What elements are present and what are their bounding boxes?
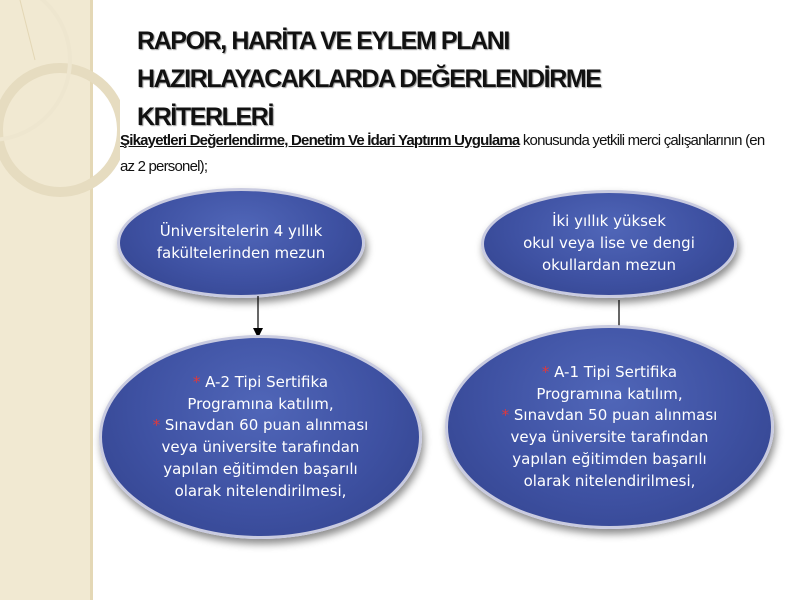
ellipse-text-line: Üniversitelerin 4 yıllık xyxy=(159,222,323,241)
university-graduate-ellipse xyxy=(117,188,365,298)
ellipse-text-line: okullardan mezun xyxy=(541,255,677,274)
ellipse-text-line: Programına katılım, xyxy=(536,384,683,403)
ellipse-text-line: veya üniversite tarafından xyxy=(510,428,709,446)
highschool-graduate-ellipse xyxy=(481,190,737,298)
ellipse-text-line: okul veya lise ve dengi xyxy=(523,234,695,253)
decorative-arcs xyxy=(0,0,120,600)
a2-certificate-ellipse xyxy=(99,335,422,539)
ellipse-text-line: yapılan eğitimden başarılı xyxy=(512,449,707,468)
title-line-3: KRİTERLERİ xyxy=(137,103,274,131)
title-line-1: RAPOR, HARİTA VE EYLEM PLANI xyxy=(137,27,509,55)
ellipse-text-line: yapılan eğitimden başarılı xyxy=(163,459,358,478)
ellipse-text-line: Sınavdan 50 puan alınması xyxy=(509,406,718,425)
bullet-star: * xyxy=(501,406,510,425)
ellipse-text-line: Sınavdan 60 puan alınması xyxy=(160,416,369,435)
ellipse-text-line: A-2 Tipi Sertifika xyxy=(200,372,329,391)
intro-rest-text: konusunda yetkili merci çalışanlarının (en az 2 personel); xyxy=(120,132,765,175)
down-arrow-left xyxy=(250,296,266,340)
ellipse-text-line: olarak nitelendirilmesi, xyxy=(523,471,696,490)
title-line-2: HAZIRLAYACAKLARDA DEĞERLENDİRME xyxy=(137,65,601,93)
ellipse-text-line: olarak nitelendirilmesi, xyxy=(174,481,347,500)
ellipse-text-line: veya üniversite tarafından xyxy=(161,438,360,456)
ellipse-text-line: Programına katılım, xyxy=(187,394,334,413)
slide-title xyxy=(137,22,777,136)
bullet-star: * xyxy=(541,362,550,381)
bullet-star: * xyxy=(192,372,201,391)
bullet-star: * xyxy=(152,416,161,435)
ellipse-text-line: İki yıllık yüksek xyxy=(552,212,666,231)
a1-certificate-ellipse xyxy=(445,325,774,529)
intro-paragraph xyxy=(120,128,780,180)
ellipse-text-line: fakültelerinden mezun xyxy=(156,244,326,262)
intro-underlined-text: Şikayetleri Değerlendirme, Denetim Ve İdari Yaptırım Uygulama xyxy=(120,132,520,149)
ellipse-text-line: A-1 Tipi Sertifika xyxy=(549,362,678,381)
